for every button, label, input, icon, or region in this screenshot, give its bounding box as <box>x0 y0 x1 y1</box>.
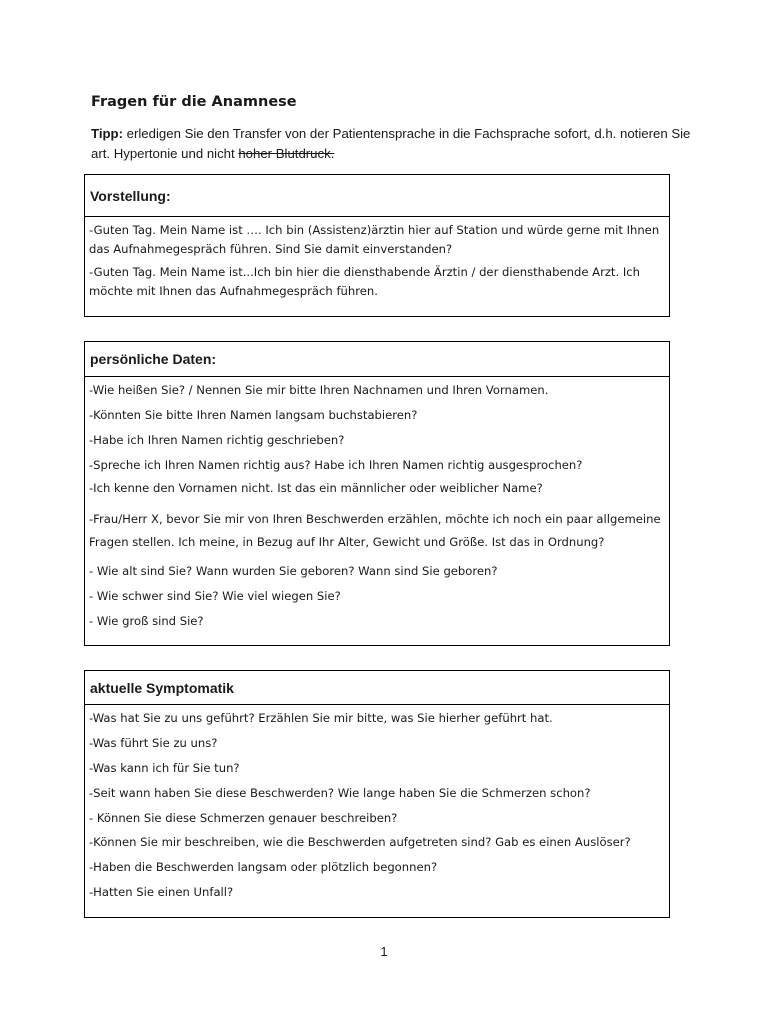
list-item: - Wie schwer sind Sie? Wie viel wiegen Sie? <box>89 589 341 603</box>
list-item: - Können Sie diese Schmerzen genauer beschreiben? <box>89 811 398 825</box>
list-item: -Frau/Herr X, bevor Sie mir von Ihren Beschwerden erzählen, möchte ich noch ein paar allgemeine Fragen stellen. Ich meine, in Bezug auf Ihr Alter, Gewicht und Größe. Ist das in Ordnung? <box>89 512 661 549</box>
section-heading: Vorstellung: <box>85 175 669 217</box>
section-heading: persönliche Daten: <box>85 342 669 377</box>
list-item: -Guten Tag. Mein Name ist...Ich bin hier die diensthabende Ärztin / der diensthabende Arzt. Ich möchte mit Ihnen das Aufnahmegespräch führen. <box>89 265 640 298</box>
list-item: - Wie groß sind Sie? <box>89 614 204 628</box>
list-item: -Spreche ich Ihren Namen richtig aus? Habe ich Ihren Namen richtig ausgesprochen? <box>89 458 583 472</box>
list-item: -Was führt Sie zu uns? <box>89 736 218 750</box>
page-title: Fragen für die Anamnese <box>91 94 297 110</box>
tip-paragraph <box>91 124 691 164</box>
list-item: -Können Sie mir beschreiben, wie die Beschwerden aufgetreten sind? Gab es einen Auslöser? <box>89 835 631 849</box>
section-persoenliche-daten <box>84 341 670 646</box>
list-item: -Was hat Sie zu uns geführt? Erzählen Sie mir bitte, was Sie hierher geführt hat. <box>89 711 553 725</box>
page-number: 1 <box>380 944 388 959</box>
list-item: - Wie alt sind Sie? Wann wurden Sie geboren? Wann sind Sie geboren? <box>89 564 498 578</box>
section-vorstellung <box>84 174 670 317</box>
section-aktuelle-symptomatik <box>84 670 670 918</box>
list-item: -Haben die Beschwerden langsam oder plötzlich begonnen? <box>89 860 438 874</box>
list-item: -Könnten Sie bitte Ihren Namen langsam buchstabieren? <box>89 408 418 422</box>
tip-label: Tipp: <box>91 126 123 141</box>
list-item: -Habe ich Ihren Namen richtig geschrieben? <box>89 433 345 447</box>
list-item: -Guten Tag. Mein Name ist …. Ich bin (Assistenz)ärztin hier auf Station und würde gerne mit Ihnen das Aufnahmegespräch führen. Sind Sie damit einverstanden? <box>89 223 660 256</box>
tip-struck-text: hoher Blutdruck. <box>238 146 335 161</box>
list-item: -Ich kenne den Vornamen nicht. Ist das ein männlicher oder weiblicher Name? <box>89 481 543 495</box>
section-heading: aktuelle Symptomatik <box>85 671 669 705</box>
list-item: -Hatten Sie einen Unfall? <box>89 885 234 899</box>
list-item: -Was kann ich für Sie tun? <box>89 761 240 775</box>
tip-text: erledigen Sie den Transfer von der Patientensprache in die Fachsprache sofort, d.h. notieren Sie art. Hypertonie und nicht <box>91 126 691 161</box>
list-item: -Wie heißen Sie? / Nennen Sie mir bitte Ihren Nachnamen und Ihren Vornamen. <box>89 383 549 397</box>
list-item: -Seit wann haben Sie diese Beschwerden? Wie lange haben Sie die Schmerzen schon? <box>89 786 591 800</box>
